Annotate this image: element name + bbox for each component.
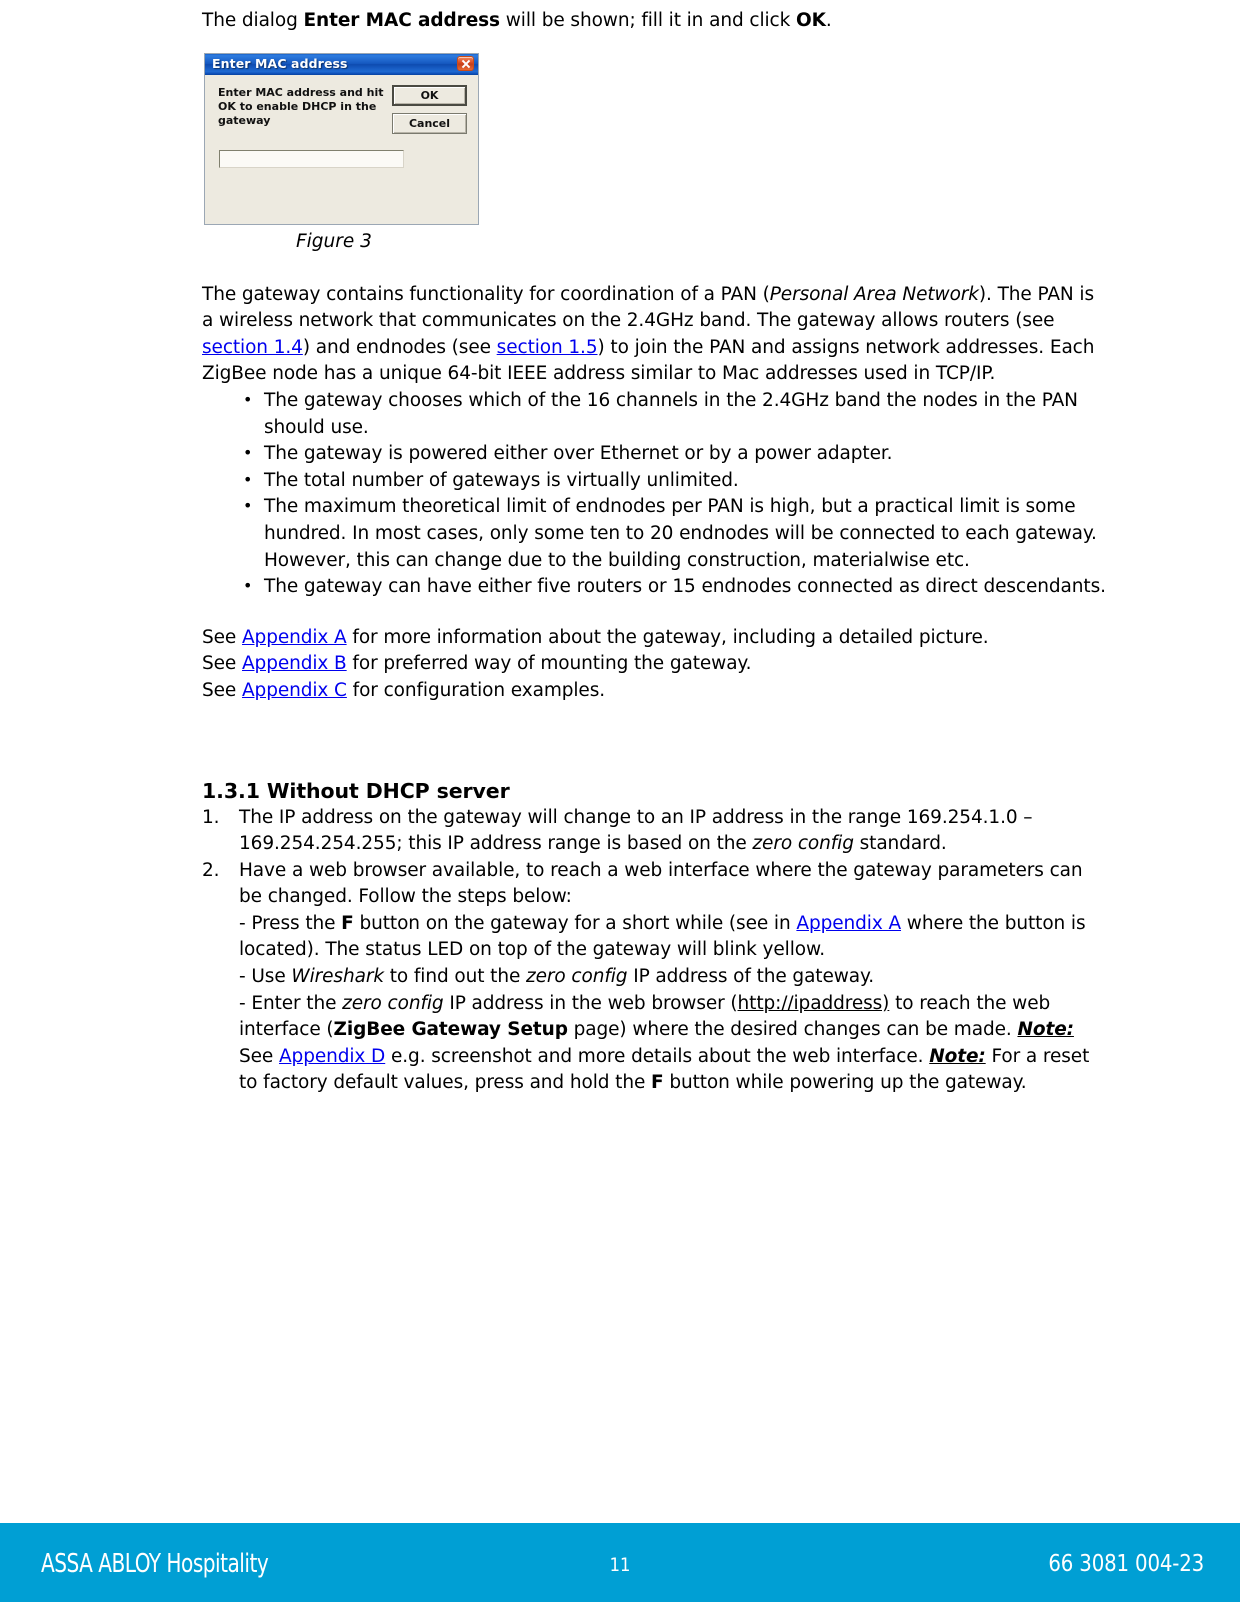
- see-a-suffix: for more information about the gateway, including a detailed picture.: [346, 626, 989, 648]
- intro-middle: will be shown; fill it in and click: [499, 10, 796, 31]
- dialog-ok-button[interactable]: OK: [392, 85, 467, 106]
- dialog-body: [205, 75, 478, 224]
- gateway-paragraph: [202, 282, 1107, 388]
- section-heading-1-3-1: 1.3.1 Without DHCP server: [202, 778, 510, 803]
- figure-caption: Figure 3: [296, 230, 372, 252]
- step2-bullet-2: [239, 966, 874, 987]
- link-appendix-b[interactable]: Appendix B: [242, 653, 347, 675]
- close-icon[interactable]: [457, 56, 474, 71]
- gw-p3: ) and endnodes (see: [302, 336, 497, 358]
- s2b1-pre: - Press the: [239, 912, 342, 934]
- s2b3-mid2: to reach the web interface (: [239, 992, 1051, 1041]
- note-label-1: Note:: [1017, 1019, 1074, 1041]
- s2b3-f-button: F: [651, 1072, 664, 1094]
- s2b3-mid3: page) where the desired changes can be made.: [567, 1019, 1018, 1041]
- page-footer: [0, 1523, 1240, 1602]
- step-1: [202, 805, 1107, 858]
- see-appendix-b-line: [202, 651, 1107, 678]
- link-section-1-4[interactable]: section 1.4: [202, 336, 303, 358]
- s2b3-mid5: e.g. screenshot and more details about the web interface.: [385, 1045, 930, 1067]
- gw-p4: ) to join the PAN and assigns network addresses. Each ZigBee node has a unique 64-bit IEEE address similar to Mac addresses used in TCP/IP.: [202, 336, 1095, 385]
- see-appendix-c-line: [202, 678, 1107, 705]
- see-c-suffix: for configuration examples.: [346, 679, 606, 701]
- list-item: • The gateway is powered either over Ethernet or by a power adapter.: [202, 441, 1107, 468]
- s2b3-mid6: For a reset to factory default values, press and hold the: [239, 1045, 1090, 1094]
- gateway-bullet-list: [202, 388, 1107, 601]
- s2b3-zigbee-setup: ZigBee Gateway Setup: [333, 1019, 568, 1041]
- link-appendix-c[interactable]: Appendix C: [242, 679, 347, 701]
- gw-p1-italic: Personal Area Network: [769, 283, 979, 305]
- step-2: [202, 858, 1107, 1097]
- see-a-prefix: See: [202, 626, 242, 648]
- link-ipaddress-url[interactable]: http://ipaddress): [737, 992, 890, 1014]
- s2b2-post: IP address of the gateway.: [627, 966, 874, 988]
- dialog-title-bar: [205, 54, 478, 75]
- s2b3-end: button while powering up the gateway.: [663, 1072, 1027, 1094]
- step2-t1: Have a web browser available, to reach a web interface where the gateway parameters can be changed. Follow the steps below:: [239, 859, 1083, 908]
- footer-page-number: 11: [609, 1554, 631, 1576]
- s2b1-f-button: F: [341, 912, 354, 934]
- gw-p1: The gateway contains functionality for coordination of a PAN (: [202, 283, 770, 305]
- step2-bullet-1: [239, 913, 1086, 961]
- dialog-prompt-text: Enter MAC address and hit OK to enable DHCP in the gateway: [218, 85, 384, 127]
- step1-zero-config: zero config: [752, 833, 854, 855]
- without-dhcp-steps: [202, 805, 1107, 1098]
- intro-ok-label: OK: [796, 10, 826, 31]
- s2b2-pre: - Use: [239, 966, 292, 988]
- s2b1-mid: button on the gateway for a short while (see in: [353, 912, 797, 934]
- s2b3-zero-config: zero config: [342, 992, 444, 1014]
- list-item: • The maximum theoretical limit of endnodes per PAN is high, but a practical limit is some hundred. In most cases, only some ten to 20 endnodes will be connected to each gateway. However, this can change due to the building construction, materialwise etc.: [202, 494, 1107, 574]
- s2b1-post: where the button is located). The status LED on top of the gateway will blink yellow.: [239, 912, 1086, 961]
- s2b3-pre: - Enter the: [239, 992, 343, 1014]
- s2b2-wireshark: Wireshark: [291, 966, 384, 988]
- intro-paragraph: [202, 8, 1107, 35]
- step2-bullet-3: [239, 993, 1089, 1094]
- see-appendix-a-line: [202, 625, 1107, 652]
- link-section-1-5[interactable]: section 1.5: [496, 336, 598, 358]
- intro-dialog-name: Enter MAC address: [303, 10, 500, 31]
- see-b-prefix: See: [202, 653, 242, 675]
- list-item: • The gateway can have either five routers or 15 endnodes connected as direct descendants.: [202, 574, 1107, 601]
- s2b2-zero-config: zero config: [526, 966, 628, 988]
- note-label-2: Note:: [929, 1045, 986, 1067]
- footer-document-number: 66 3081 004-23: [1048, 1551, 1204, 1577]
- intro-suffix: .: [825, 10, 832, 31]
- step1-t1: The IP address on the gateway will change to an IP address in the range 169.254.1.0 – 169.254.254.255; this IP address range is based on the: [239, 806, 1033, 855]
- mac-address-input[interactable]: [219, 150, 404, 168]
- step1-t3: standard.: [853, 833, 947, 855]
- see-b-suffix: for preferred way of mounting the gateway.: [346, 653, 752, 675]
- s2b3-mid: IP address in the web browser (: [443, 992, 738, 1014]
- list-item: • The total number of gateways is virtually unlimited.: [202, 468, 1107, 495]
- s2b2-mid: to find out the: [383, 966, 527, 988]
- link-appendix-d[interactable]: Appendix D: [279, 1045, 386, 1067]
- link-appendix-a[interactable]: Appendix A: [242, 626, 347, 648]
- list-item: • The gateway chooses which of the 16 channels in the 2.4GHz band the nodes in the PAN should use.: [202, 388, 1107, 441]
- link-appendix-a-step2[interactable]: Appendix A: [796, 912, 902, 934]
- intro-prefix: The dialog: [202, 10, 304, 31]
- dialog-cancel-button[interactable]: Cancel: [392, 113, 467, 134]
- gw-p2: ). The PAN is a wireless network that communicates on the 2.4GHz band. The gateway allows routers (see: [202, 283, 1095, 332]
- footer-brand: ASSA ABLOY Hospitality: [41, 1549, 269, 1579]
- dialog-title: Enter MAC address: [212, 56, 348, 72]
- figure-3: [204, 53, 1107, 252]
- page-content: [202, 0, 1107, 1097]
- s2b3-mid4: See: [239, 1045, 279, 1067]
- enter-mac-address-dialog: [204, 53, 479, 225]
- see-c-prefix: See: [202, 679, 242, 701]
